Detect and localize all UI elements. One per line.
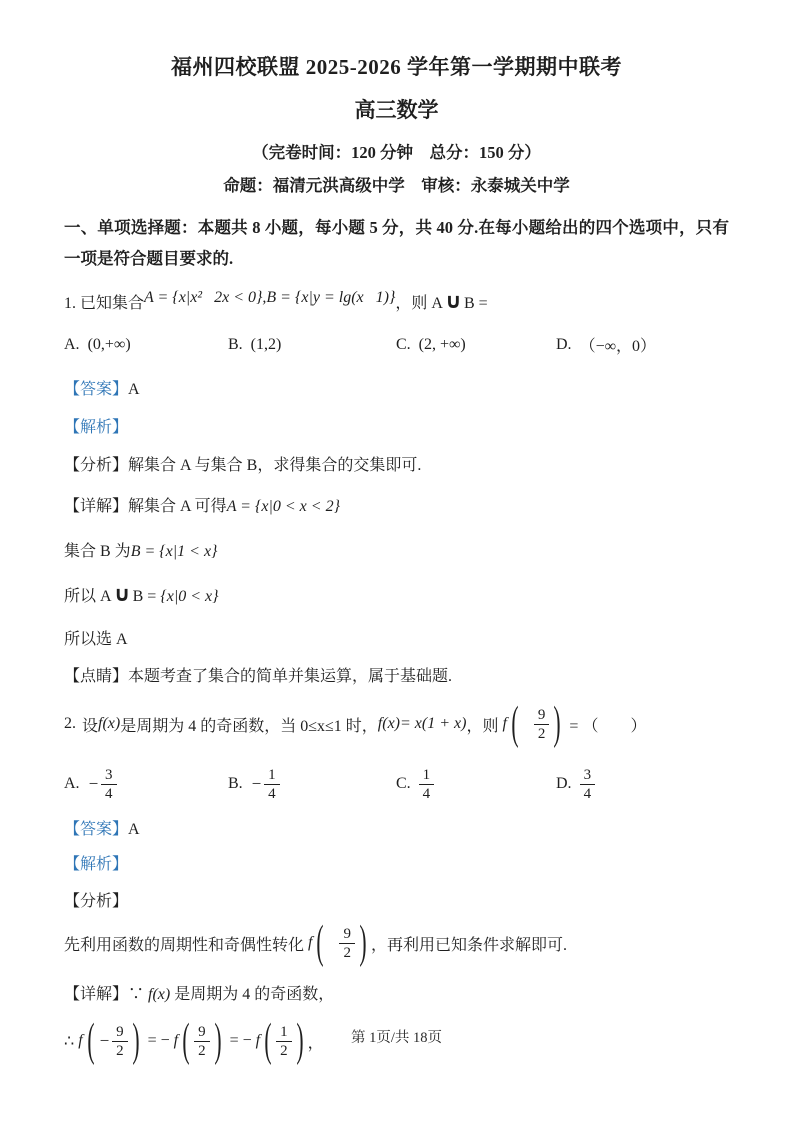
fraction-9-2: $\frac{9}{2}$ (194, 1023, 210, 1060)
q2-tf-f2: f (173, 1032, 179, 1049)
q2-tf-end: ， (307, 1034, 324, 1052)
q2-stem-fraction-call (510, 697, 563, 749)
q2-fx-notation: f(x) (98, 715, 121, 732)
exam-committee: 命题：福清元洪高级中学 审核：永泰城关中学 (223, 176, 570, 195)
q2-detail-fx: f(x) (148, 986, 171, 1003)
q1-setA-solution-formula: A = {x|0 < x < 2} (226, 498, 340, 515)
q2-answer-line (64, 818, 729, 841)
right-paren: ) (132, 1014, 140, 1066)
q2-option-b-fraction: $\frac{1}{4}$ (264, 766, 280, 803)
section-1-heading: 一、单项选择题：本题共 8 小题，每小题 5 分，共 40 分.在每小题给出的四个选项中，只有一项是符合题目要求的. (64, 218, 729, 268)
q1-setB-formula: B = {x|1 < x} (130, 543, 218, 560)
q2-tf-f3: f (255, 1032, 261, 1049)
q2-analysis-post: ，再利用已知条件求解即可. (370, 936, 567, 954)
q1-option-b-value: (1,2) (250, 335, 282, 353)
fraction-1-2: $\frac{1}{2}$ (276, 1023, 292, 1060)
q1-set-formula: A = {x|x² 2x < 0},B = {x|y = lg(x 1)} (144, 289, 396, 306)
q2-tf-frac1-sign: − (98, 1031, 111, 1050)
q2-analysis-fraction-call (315, 916, 368, 968)
q2-tf-f1: f (78, 1032, 83, 1049)
q2-option-b-label: B. (228, 775, 243, 792)
q1-option-c-label: C. (396, 335, 411, 353)
right-paren: ) (359, 916, 367, 968)
q2-analysis-pre: 先利用函数的周期性和奇偶性转化 (64, 936, 309, 954)
q1-option-d (556, 333, 656, 356)
q1-union-result-line (64, 582, 729, 608)
answer-label: 【答案】 (64, 381, 129, 398)
q1-option-a (64, 336, 228, 354)
q2-option-c (396, 766, 556, 803)
fraction-9-2: $\frac{9}{2}$ (534, 706, 550, 743)
q2-answer-value: A (128, 821, 140, 838)
q1-setB-line (64, 540, 729, 563)
therefore-symbol: ∴ (64, 1033, 79, 1050)
q2-number: 2. (64, 715, 76, 732)
q1-stem (64, 289, 729, 315)
q1-options-row (64, 333, 729, 356)
q2-f-symbol: f (502, 715, 507, 732)
left-paren: ( (316, 916, 325, 968)
q1-union-formula: {x|0 < x} (160, 588, 219, 605)
q2-option-d-label: D. (556, 775, 572, 792)
q2-detail-line (64, 983, 729, 1006)
q1-option-b-label: B. (228, 335, 243, 353)
q1-setB-pre: 集合 B 为 (64, 543, 131, 560)
q1-union-mid: B = (132, 588, 161, 605)
q1-xiangjie-pre: 【详解】解集合 A 可得 (64, 498, 227, 515)
q1-answer-value: A (128, 381, 140, 398)
q1-option-c-value: (2, +∞) (418, 335, 466, 353)
q1-stem-mid: ，则 A (395, 295, 443, 312)
left-paren: ( (182, 1014, 190, 1066)
q1-answer-line (64, 378, 729, 401)
union-symbol: ∪ (113, 582, 131, 606)
q2-stem-eq: = （ ） (569, 717, 647, 735)
q2-fx-definition: f(x)= x(1 + x) (377, 715, 467, 732)
q1-dianjing-line: 【点睛】本题考查了集合的简单并集运算，属于基础题. (64, 668, 453, 685)
q2-option-c-label: C. (396, 775, 411, 792)
q2-stem-s2: 是周期为 4 的奇函数，当 0≤x≤1 时， (120, 717, 378, 735)
q2-option-a (64, 766, 228, 803)
q2-stem-s3: ，则 (466, 717, 503, 735)
q2-analysis-f: f (308, 934, 313, 951)
q2-option-d (556, 766, 595, 803)
exam-title: 福州四校联盟 2025-2026 学年第一学期期中联考 (171, 55, 622, 79)
fraction-9-2: $\frac{9}{2}$ (339, 925, 355, 962)
q2-detail-post: 是周期为 4 的奇函数， (170, 986, 335, 1003)
q2-option-b (228, 766, 396, 803)
exam-subtitle: 高三数学 (354, 98, 439, 122)
q1-option-b (228, 336, 396, 354)
union-symbol: ∪ (444, 289, 462, 313)
q1-fenxi-line: 【分析】解集合 A 与集合 B，求得集合的交集即可. (64, 457, 422, 474)
answer-label: 【答案】 (64, 821, 129, 838)
left-paren: ( (511, 697, 519, 749)
q1-xiangjie-line (64, 495, 729, 518)
fraction-9-2: $\frac{9}{2}$ (112, 1023, 128, 1060)
q2-option-a-fraction: $\frac{3}{4}$ (101, 766, 117, 803)
right-paren: ) (296, 1014, 304, 1066)
right-paren: ) (214, 1014, 222, 1066)
q1-option-d-value: （−∞，0） (579, 338, 656, 355)
q2-detail-pre: 【详解】∵ (64, 986, 149, 1003)
q2-option-d-fraction: $\frac{3}{4}$ (580, 766, 596, 803)
q1-jiexi-label: 【解析】 (64, 419, 129, 436)
q2-tf-mid1: = − (147, 1032, 170, 1049)
q2-stem (64, 698, 729, 750)
q1-option-c (396, 336, 556, 354)
page-number-footer: 第 1页/共 18页 (350, 1030, 443, 1046)
q2-tf-mid2: = − (229, 1032, 252, 1049)
left-paren: ( (264, 1014, 272, 1066)
q2-option-c-fraction: $\frac{1}{4}$ (419, 766, 435, 803)
q1-stem-pre: 已知集合 (80, 295, 145, 312)
left-paren: ( (87, 1014, 95, 1066)
q2-stem-s1: 设 (82, 717, 99, 735)
q2-jiexi-label: 【解析】 (64, 856, 129, 873)
q1-union-pre: 所以 A (64, 588, 112, 605)
q2-option-b-sign: − (250, 774, 263, 793)
q2-fenxi-label: 【分析】 (64, 893, 129, 910)
q2-option-a-sign: − (87, 774, 100, 793)
q1-option-a-label: A. (64, 335, 80, 353)
q1-number: 1. (64, 295, 76, 312)
exam-time-total: （完卷时间：120 分钟 总分：150 分） (252, 143, 541, 162)
q1-option-a-value: (0,+∞) (87, 335, 131, 353)
q2-options-row (64, 762, 729, 806)
q1-option-d-label: D. (556, 335, 572, 353)
q2-option-a-label: A. (64, 775, 80, 792)
q2-analysis-line (64, 917, 729, 969)
right-paren: ) (553, 697, 562, 749)
q1-choose-line: 所以选 A (64, 631, 128, 648)
q1-stem-end: B = (463, 295, 488, 312)
